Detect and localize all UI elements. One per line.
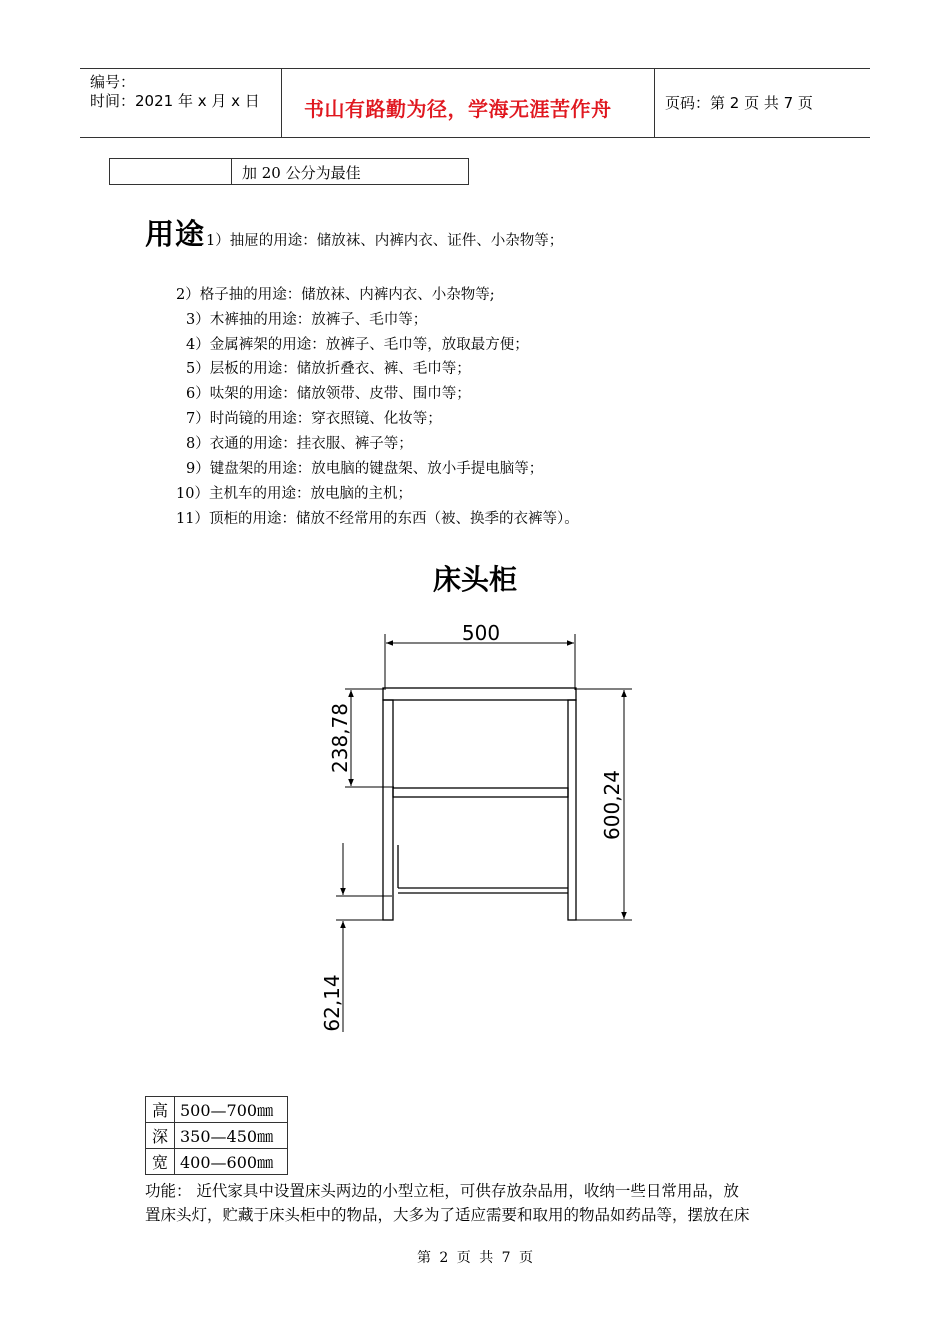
table-row [146,1149,288,1175]
document-number-label: 编号： [90,73,136,91]
section-title: 床头柜 [432,563,517,596]
width-dimension-label: 500 [461,621,501,645]
motto-text: 书山有路勤为径，学海无涯苦作舟 [304,97,612,121]
spec-key: 宽 [146,1149,175,1175]
dimension-spec-table [145,1096,288,1175]
spec-value: 400—600㎜ [175,1149,288,1175]
page-footer: 第 2 页 共 7 页 [416,1250,534,1266]
cabinet-drawer-divider [393,788,568,797]
height-dimension-label: 600,24 [600,770,624,840]
usage-item: 4）金属裤架的用途：放裤子、毛巾等，放取最方便； [186,337,529,353]
usage-item: 5）层板的用途：储放折叠衣、裤、毛巾等； [186,361,471,377]
usage-item: 2）格子抽的用途：储放袜、内裤内衣、小杂物等; [176,287,495,303]
base-dimension-label: 62,14 [320,974,344,1032]
usage-item: 3）木裤抽的用途：放裤子、毛巾等； [186,312,428,328]
spec-key: 高 [146,1097,175,1123]
table-row [146,1123,288,1149]
top-table-text: 加 20 公分为最佳 [242,164,361,182]
usage-item: 6）呔架的用途：储放领带、皮带、围巾等； [186,386,471,402]
usage-heading: 用途 [145,217,206,251]
spec-value: 350—450㎜ [175,1123,288,1149]
usage-item: 7）时尚镜的用途：穿衣照镜、化妆等； [186,411,442,427]
usage-item: 9）键盘架的用途：放电脑的键盘架、放小手提电脑等； [186,461,544,477]
spec-key: 深 [146,1123,175,1149]
cabinet-outline [383,688,576,920]
document-time-label: 时间：2021 年 x 月 x 日 [90,92,260,110]
usage-item: 8）衣通的用途：挂衣服、裤子等； [186,436,413,452]
cabinet-left-side [383,700,393,920]
table-row [146,1097,288,1123]
function-paragraph-line: 功能： 近代家具中设置床头两边的小型立柜，可供存放杂品用，收纳一些日常用品，放 [145,1182,739,1200]
usage-item: 10）主机车的用途：放电脑的主机； [176,486,412,502]
usage-item: 11）顶柜的用途：储放不经常用的东西（被、换季的衣裤等）。 [176,511,579,527]
page-number-label: 页码：第 2 页 共 7 页 [665,94,813,112]
dimension-labels [320,621,624,1032]
dimension-lines [336,634,632,1032]
spec-value: 500—700㎜ [175,1097,288,1123]
cabinet-right-side [568,700,576,920]
function-paragraph-line: 置床头灯，贮藏于床头柜中的物品，大多为了适应需要和取用的物品如药品等，摆放在床 [145,1206,750,1224]
drawer-dimension-label: 238,78 [328,703,352,773]
cabinet-top-panel [383,688,576,700]
usage-item: 1）抽屉的用途：储放袜、内裤内衣、证件、小杂物等； [206,233,564,249]
